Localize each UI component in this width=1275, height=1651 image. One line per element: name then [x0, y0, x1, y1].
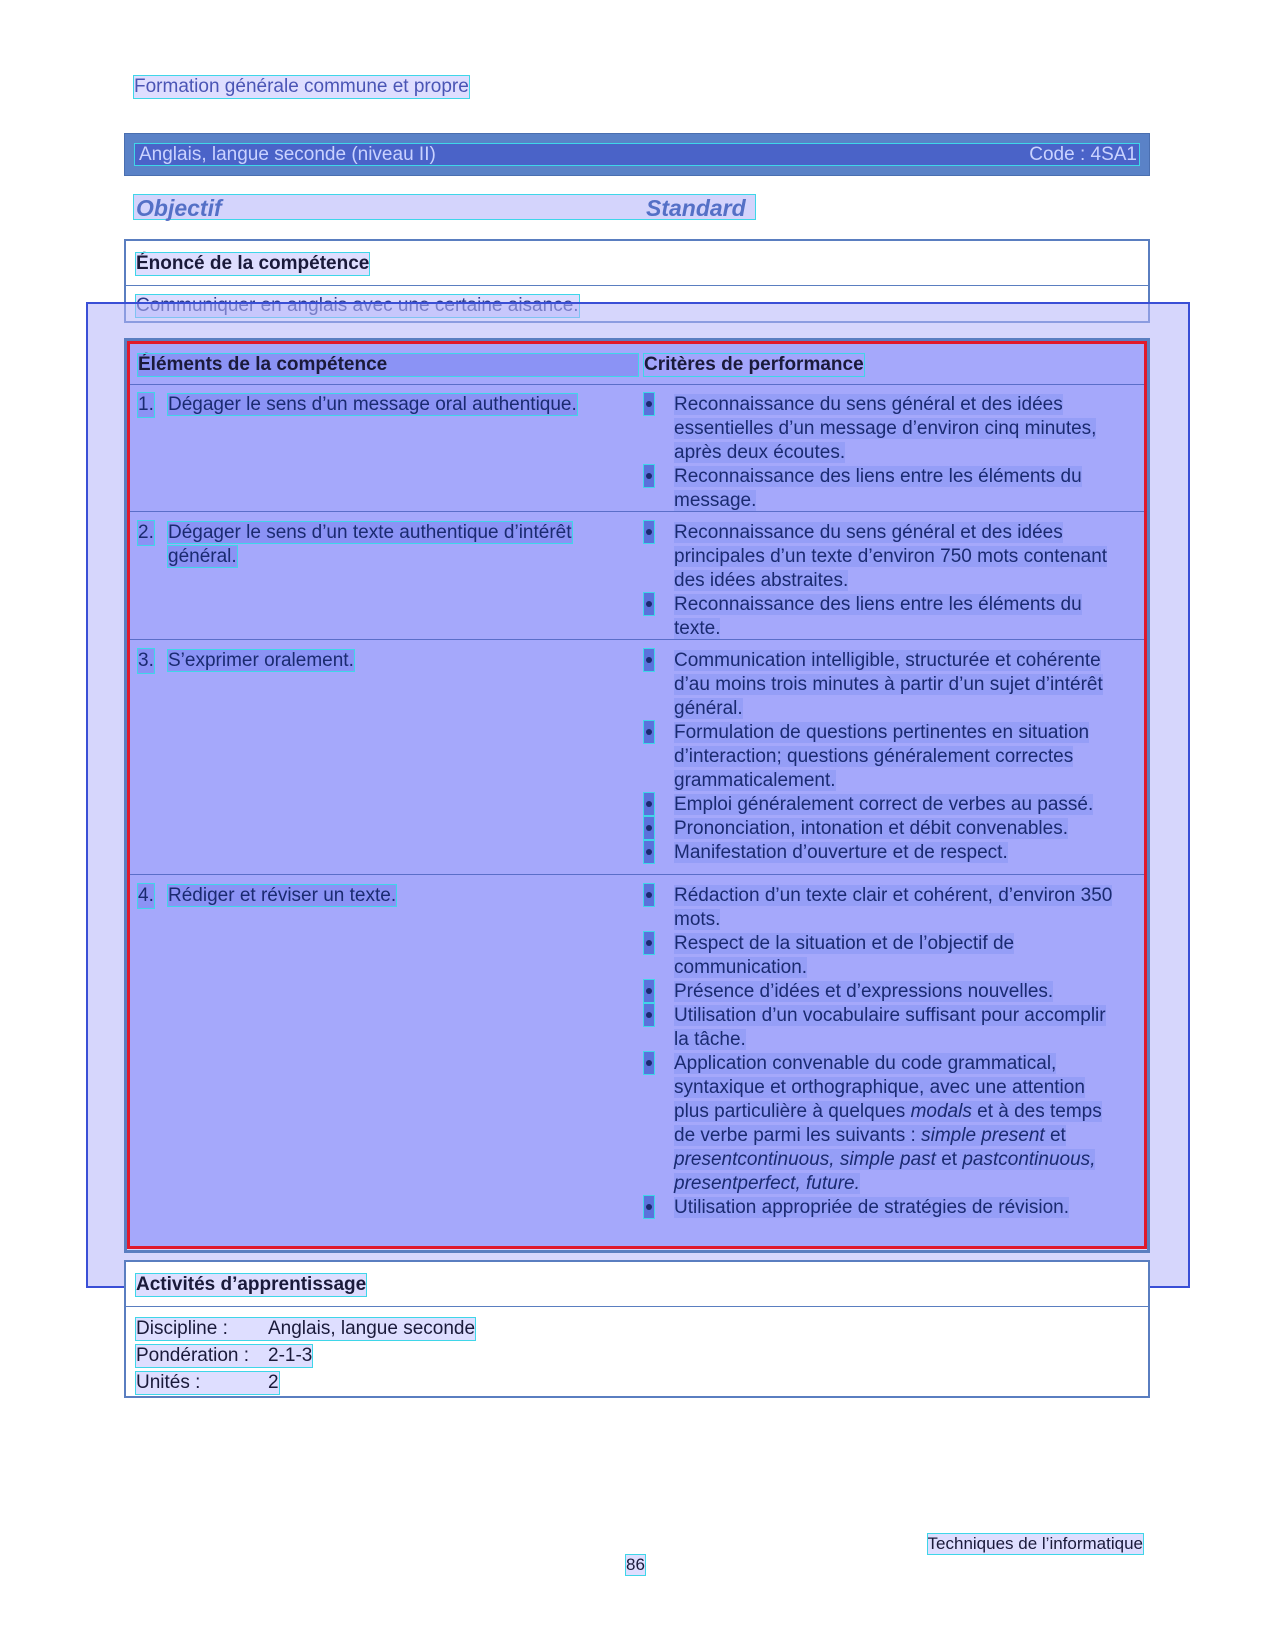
- element-text: S’exprimer oralement.: [168, 650, 354, 671]
- discipline-label: Discipline :: [136, 1318, 228, 1339]
- course-name: Anglais, langue seconde (niveau II): [139, 144, 436, 165]
- discipline-row: [136, 1318, 475, 1340]
- criterion-item: Reconnaissance du sens général et des idées principales d’un texte d’environ 750 mots contenant des idées abstraites.: [644, 521, 1124, 593]
- section-title: Formation générale commune et propre: [134, 76, 469, 97]
- criterion-item: Reconnaissance des liens entre les éléments du texte.: [644, 593, 1124, 641]
- element-text: Rédiger et réviser un texte.: [168, 885, 397, 906]
- bullet-icon: [644, 521, 654, 543]
- criterion-item: Emploi généralement correct de verbes au passé.: [644, 793, 1124, 817]
- table-row-criteria-4: [644, 884, 1124, 1220]
- header-elements: Éléments de la compétence: [138, 354, 638, 376]
- header-criteres: Critères de performance: [644, 354, 864, 375]
- table-row-criteria-3: [644, 649, 1124, 865]
- criterion-item: Présence d’idées et d’expressions nouvelles.: [644, 980, 1124, 1004]
- criterion-item: Communication intelligible, structurée et cohérente d’au moins trois minutes à partir d’un sujet d’intérêt général.: [644, 649, 1124, 721]
- activites-box: [124, 1260, 1150, 1398]
- ponderation-value: 2-1-3: [268, 1345, 313, 1366]
- table-row-element-1: [138, 393, 646, 417]
- ponderation-label: Pondération :: [136, 1345, 250, 1366]
- element-number: 1.: [138, 394, 154, 415]
- bullet-icon: [644, 884, 654, 906]
- criterion-item: Respect de la situation et de l’objectif de communication.: [644, 932, 1124, 980]
- ponderation-row: [136, 1345, 312, 1367]
- element-number: 3.: [138, 650, 154, 671]
- row-divider: [130, 639, 1144, 640]
- table-row-criteria-2: [644, 521, 1124, 641]
- bullet-icon: [644, 932, 654, 954]
- page-number: 86: [626, 1555, 645, 1574]
- element-number: 2.: [138, 522, 154, 543]
- bullet-icon: [644, 793, 654, 815]
- table-row-criteria-1: [644, 393, 1124, 513]
- row-divider: [130, 874, 1144, 875]
- bullet-icon: [644, 980, 654, 1002]
- unites-label: Unités :: [136, 1372, 201, 1393]
- enonce-divider: [126, 285, 1148, 286]
- bullet-icon: [644, 649, 654, 671]
- course-code: Code : 4SA1: [1029, 144, 1137, 165]
- footer-program: Techniques de l’informatique: [927, 1534, 1143, 1553]
- element-number: 4.: [138, 885, 154, 906]
- activites-divider: [126, 1306, 1148, 1307]
- bullet-icon: [644, 1052, 654, 1074]
- course-bar: [124, 133, 1150, 176]
- criterion-item: Rédaction d’un texte clair et cohérent, d’environ 350 mots.: [644, 884, 1124, 932]
- objectif-label: Objectif: [136, 195, 222, 221]
- bullet-icon: [644, 1196, 654, 1218]
- discipline-value: Anglais, langue seconde: [268, 1318, 476, 1339]
- criterion-item: Utilisation d’un vocabulaire suffisant pour accomplir la tâche.: [644, 1004, 1124, 1052]
- criterion-item: Utilisation appropriée de stratégies de révision.: [644, 1196, 1124, 1220]
- unites-value: 2: [268, 1372, 279, 1393]
- unites-row: [136, 1372, 279, 1394]
- bullet-icon: [644, 593, 654, 615]
- standard-label: Standard: [646, 195, 746, 221]
- table-row-element-4: [138, 884, 646, 908]
- criterion-item: Formulation de questions pertinentes en situation d’interaction; questions généralement correctes grammaticalement.: [644, 721, 1124, 793]
- row-divider: [130, 384, 1144, 385]
- criterion-item: Reconnaissance des liens entre les éléments du message.: [644, 465, 1124, 513]
- table-row-element-2: [138, 521, 646, 569]
- objective-standard-row: [134, 195, 755, 219]
- table-row-element-3: [138, 649, 646, 673]
- bullet-icon: [644, 1004, 654, 1026]
- criterion-item: Prononciation, intonation et débit convenables.: [644, 817, 1124, 841]
- activites-heading: Activités d’apprentissage: [136, 1274, 367, 1295]
- bullet-icon: [644, 465, 654, 487]
- criterion-item: Reconnaissance du sens général et des idées essentielles d’un message d’environ cinq minutes, après deux écoutes.: [644, 393, 1124, 465]
- competence-table: [127, 341, 1147, 1249]
- element-text: Dégager le sens d’un message oral authentique.: [168, 394, 577, 415]
- bullet-icon: [644, 393, 654, 415]
- element-text: Dégager le sens d’un texte authentique d’intérêt général.: [168, 522, 572, 567]
- row-divider: [130, 511, 1144, 512]
- bullet-icon: [644, 817, 654, 839]
- criterion-item-grammar: Application convenable du code grammatical, syntaxique et orthographique, avec une attention plus particulière à quelques modals et à des temps de verbe parmi les suivants : simple present et presentcontinuous, simple past et pastcontinuous, presentperfect, future.: [644, 1052, 1124, 1196]
- bullet-icon: [644, 721, 654, 743]
- criterion-item: Manifestation d’ouverture et de respect.: [644, 841, 1124, 865]
- enonce-heading: Énoncé de la compétence: [136, 253, 370, 274]
- bullet-icon: [644, 841, 654, 863]
